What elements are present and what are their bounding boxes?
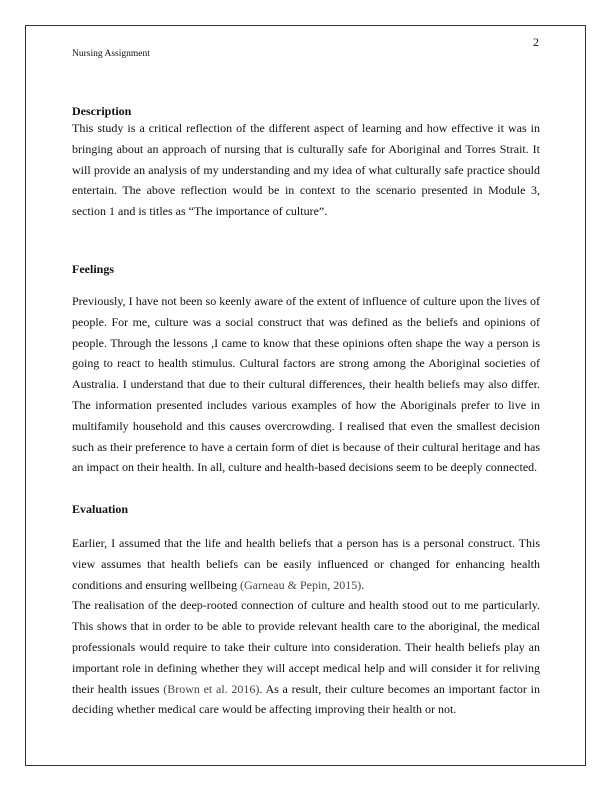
text-line: professionals would require to take their culture into consideration. Their health beliefs play an [72,639,540,654]
text-line: The realisation of the deep-rooted connection of culture and health stood out to me particularly. [72,598,540,613]
text-line: deciding whether medical care would be affecting improving their health or not. [72,702,457,717]
text-line: bringing about an approach of nursing that is culturally safe for Aboriginal and Torres Strait. It [72,141,540,156]
text-line: will provide an analysis of my understanding and my idea of what culturally safe practice should [72,162,540,177]
text-line: section 1 and is titles as “The importance of culture”. [72,204,328,219]
text-line: multifamily household and this causes overcrowding. I realised that even the smallest decision [72,418,540,433]
text-line: an impact on their health. In all, culture and health-based decisions seem to be deeply connected. [72,460,538,475]
text-line: Earlier, I assumed that the life and health beliefs that a person has is a personal construct. This [72,536,540,550]
text-line: view assumes that health beliefs can be easily influenced or changed for enhancing health [72,556,540,571]
page-number: 2 [533,35,539,49]
text-line: The information presented includes various examples of how the Aboriginals prefer to live in [72,397,540,412]
text-line: people. For me, culture was a social construct that was defined as the beliefs and opinions of [72,314,540,329]
text-line: important role in defining whether they will accept medical help and will consider it for reliving [72,660,540,675]
text-line: entertain. The above reflection would be in context to the scenario presented in Module 3, [72,183,540,198]
citation-garneau-pepin: (Garneau & Pepin, 2015) [239,577,362,592]
text-line: people. Through the lessons ,I came to know that these opinions often shape the way a person is [72,335,540,350]
heading-evaluation: Evaluation [72,502,129,516]
paragraph-evaluation [72,533,540,720]
heading-description: Description [72,104,132,118]
paragraph-feelings [72,291,540,478]
text-line: going to react to health stimulus. Cultural factors are strong among the Aboriginal societies of [72,356,540,371]
heading-feelings: Feelings [72,262,114,276]
text-line: conditions and ensuring wellbeing (Garneau & Pepin, 2015). [72,577,365,592]
text-line: This shows that in order to be able to provide relevant health care to the aboriginal, the medical [72,619,540,634]
running-header: Nursing Assignment [72,49,150,59]
text-line: This study is a critical reflection of the different aspect of learning and how effective it was in [72,121,540,135]
citation-brown: (Brown et al. 2016) [163,681,260,696]
text-line: Australia. I understand that due to their cultural differences, their health beliefs may also differ. [72,377,540,392]
text-line: such as their preference to have a certain form of diet is because of their cultural heritage and has [72,439,540,454]
text-line: their health issues (Brown et al. 2016). As a result, their culture becomes an important factor in [72,681,540,696]
paragraph-description [72,118,540,222]
text-line: Previously, I have not been so keenly aware of the extent of influence of culture upon the lives of [72,294,540,308]
